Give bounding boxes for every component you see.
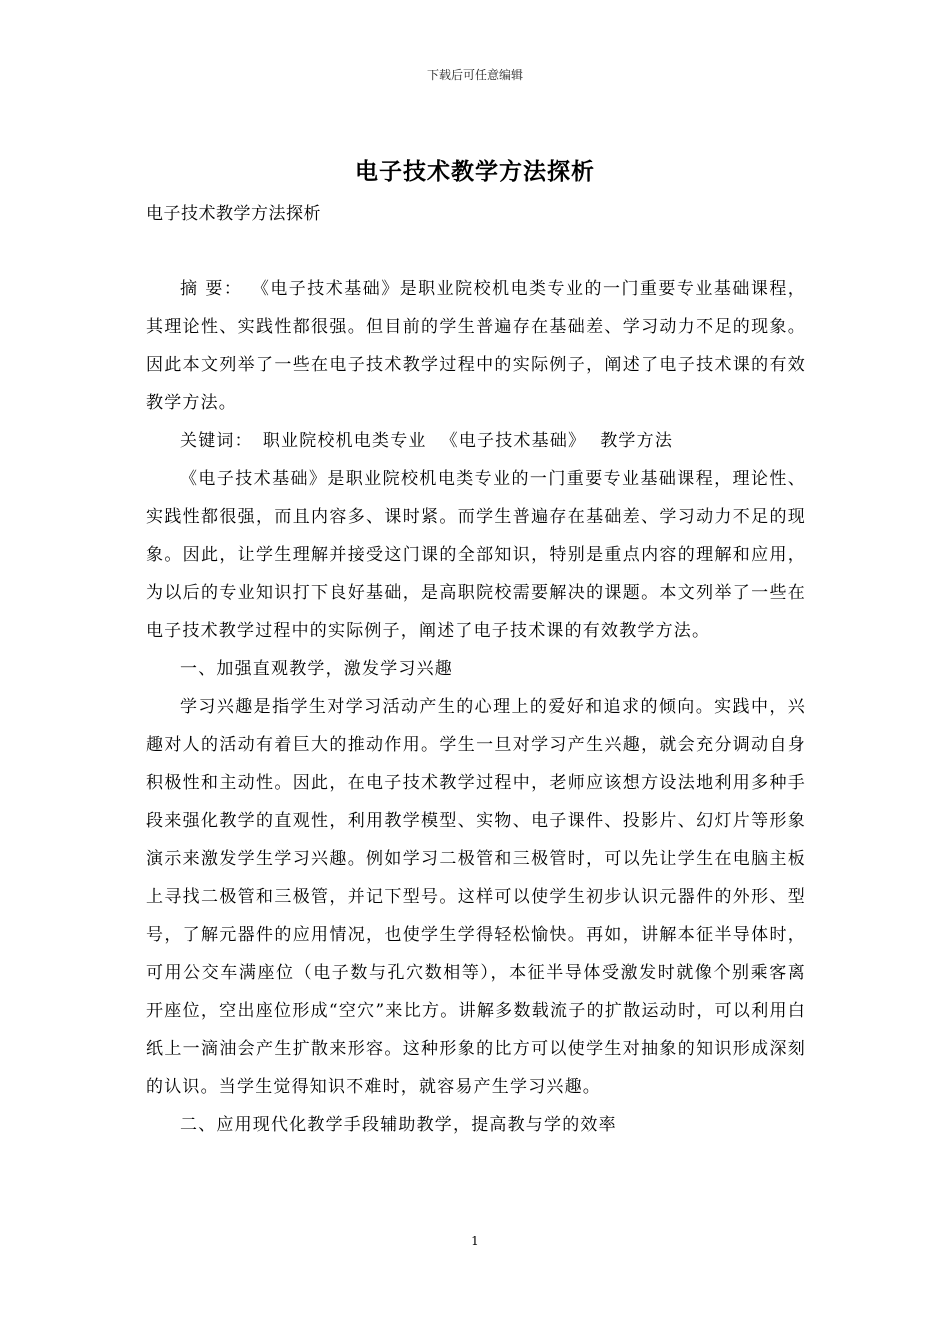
document-subtitle: 电子技术教学方法探析 [146, 204, 321, 224]
page-number: 1 [471, 1234, 479, 1248]
keyword-item: 《电子技术基础》 [440, 431, 587, 451]
section-1-heading: 一、加强直观教学，激发学习兴趣 [180, 659, 453, 679]
header-note: 下载后可任意编辑 [426, 68, 523, 82]
keywords-paragraph [146, 422, 806, 460]
section-2-heading: 二、应用现代化教学手段辅助教学，提高教与学的效率 [180, 1115, 617, 1135]
abstract-paragraph [146, 270, 806, 422]
keyword-item: 教学方法 [600, 431, 674, 451]
abstract-text: 《电子技术基础》是职业院校机电类专业的一门重要专业基础课程，其理论性、实践性都很强。但目前的学生普遍存在基础差、学习动力不足的现象。因此本文列举了一些在电子技术教学过程中的实际例子，阐述了电子技术课的有效教学方法。 [146, 279, 806, 413]
intro-paragraph: 《电子技术基础》是职业院校机电类专业的一门重要专业基础课程，理论性、实践性都很强，而且内容多、课时紧。而学生普遍存在基础差、学习动力不足的现象。因此，让学生理解并接受这门课的全部知识，特别是重点内容的理解和应用，为以后的专业知识打下良好基础，是高职院校需要解决的课题。本文列举了一些在电子技术教学过程中的实际例子，阐述了电子技术课的有效教学方法。 [146, 469, 806, 641]
keyword-item: 职业院校机电类专业 [262, 431, 427, 451]
keywords-label: 关键词： [180, 431, 253, 451]
abstract-label: 摘 要： [180, 279, 243, 299]
section-1-paragraph: 学习兴趣是指学生对学习活动产生的心理上的爱好和追求的倾向。实践中，兴趣对人的活动有着巨大的推动作用。学生一旦对学习产生兴趣，就会充分调动自身积极性和主动性。因此，在电子技术教学过程中，老师应该想方设法地利用多种手段来强化教学的直观性，利用教学模型、实物、电子课件、投影片、幻灯片等形象演示来激发学生学习兴趣。例如学习二极管和三极管时，可以先让学生在电脑主板上寻找二极管和三极管，并记下型号。这样可以使学生初步认识元器件的外形、型号，了解元器件的应用情况，也使学生学得轻松愉快。再如，讲解本征半导体时，可用公交车满座位（电子数与孔穴数相等），本征半导体受激发时就像个别乘客离开座位，空出座位形成“空穴”来比方。讲解多数载流子的扩散运动时，可以利用白纸上一滴油会产生扩散来形容。这种形象的比方可以使学生对抽象的知识形成深刻的认识。当学生觉得知识不难时，就容易产生学习兴趣。 [146, 697, 806, 1097]
document-title: 电子技术教学方法探析 [355, 158, 595, 185]
document-body [146, 270, 806, 1144]
